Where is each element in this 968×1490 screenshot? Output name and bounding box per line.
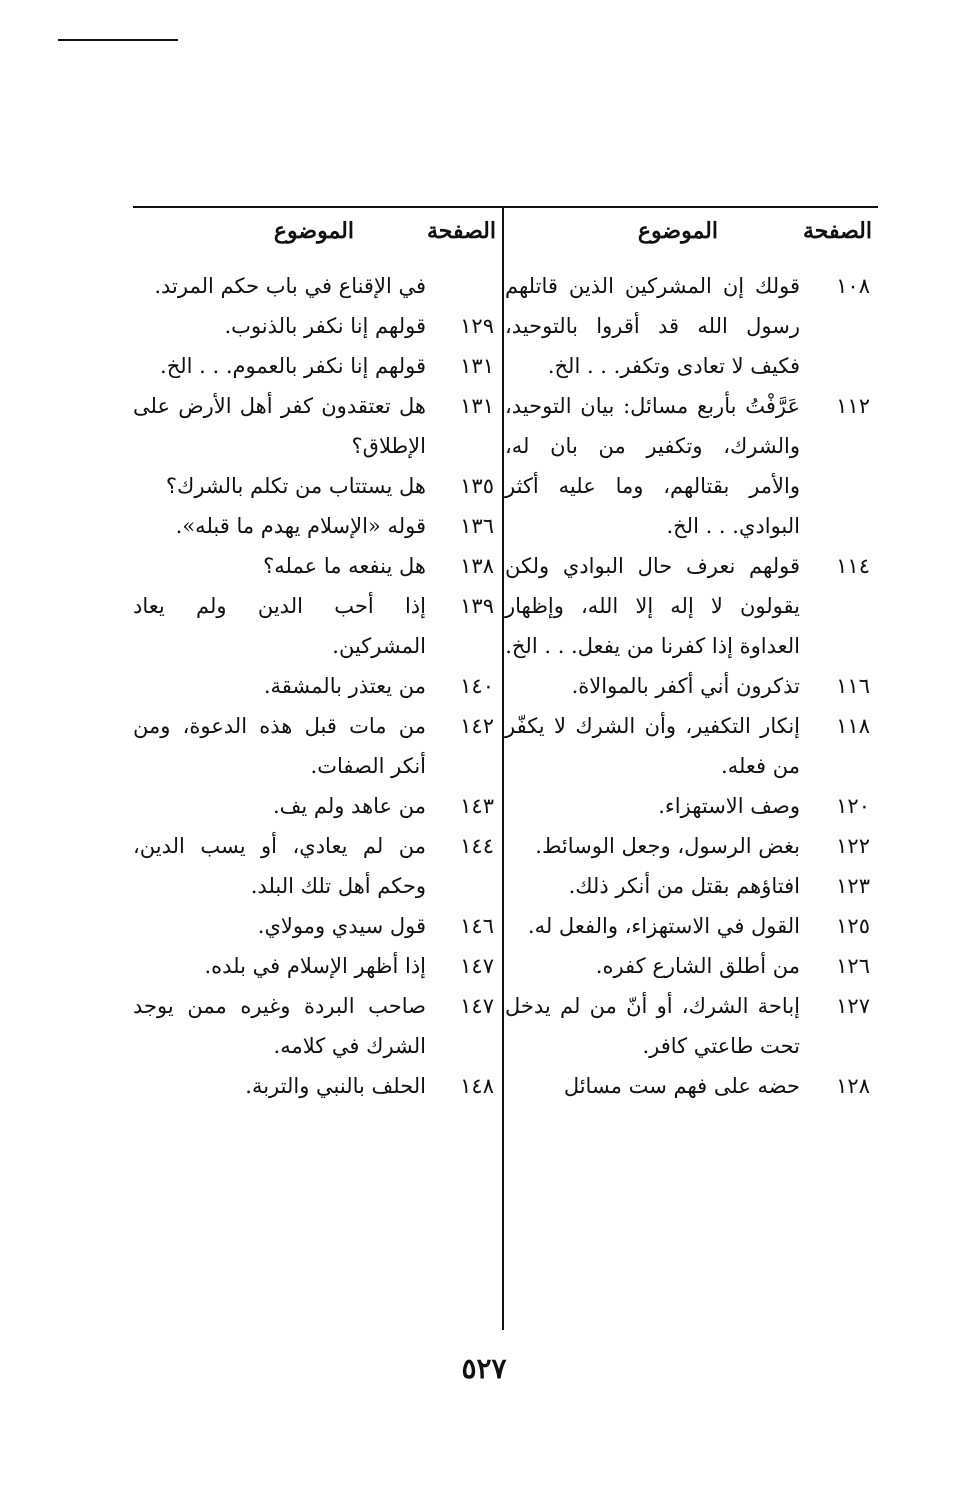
entry-page-number: ١٢٥ <box>836 914 870 938</box>
index-entry <box>505 546 878 666</box>
entry-topic: قول سيدي ومولاي. <box>257 914 426 938</box>
index-entry <box>133 546 502 586</box>
index-entry <box>133 506 502 546</box>
entry-topic: من يعتذر بالمشقة. <box>263 674 426 698</box>
entry-page-number: ١٣١ <box>460 354 494 378</box>
entry-page-number: ١١٤ <box>836 554 870 578</box>
entry-topic: إذا أظهر الإسلام في بلده. <box>204 954 426 978</box>
entry-topic: هل تعتقدون كفر أهل الأرض على الإطلاق؟ <box>133 394 426 458</box>
entry-topic: إباحة الشرك، أو أنّ من لم يدخل تحت طاعتي كافر. <box>505 994 800 1058</box>
index-entry <box>505 986 878 1066</box>
entry-page-number: ١٤٧ <box>460 954 494 978</box>
entry-topic: بغض الرسول، وجعل الوسائط. <box>535 834 800 858</box>
index-entry <box>505 386 878 546</box>
column-divider <box>502 206 504 1330</box>
index-entry <box>505 266 878 386</box>
right-column-header <box>505 214 878 260</box>
index-entry <box>505 826 878 866</box>
entry-page-number: ١٢٢ <box>836 834 870 858</box>
entry-page-number: ١٢٧ <box>836 994 870 1018</box>
entry-page-number: ١٤٢ <box>460 714 494 738</box>
entry-page-number: ١٢٣ <box>836 874 870 898</box>
entry-page-number: ١٣٦ <box>460 514 494 538</box>
index-entry <box>505 706 878 786</box>
index-entry <box>133 946 502 986</box>
index-entry <box>133 466 502 506</box>
left-column <box>133 206 502 1330</box>
right-entries <box>505 266 878 1106</box>
entry-topic: قوله «الإسلام يهدم ما قبله». <box>175 514 426 538</box>
entry-topic: هل ينفعه ما عمله؟ <box>263 554 426 578</box>
entry-page-number: ١٢٦ <box>836 954 870 978</box>
entry-page-number: ١٣١ <box>460 394 494 418</box>
entry-page-number: ١٠٨ <box>836 274 870 298</box>
entry-page-number: ١٤٦ <box>460 914 494 938</box>
entry-topic: افتاؤهم بقتل من أنكر ذلك. <box>568 874 800 898</box>
index-entry <box>505 1066 878 1106</box>
index-entry <box>133 386 502 466</box>
entry-topic: قولهم إنا نكفر بالعموم. . . الخ. <box>160 354 426 378</box>
entry-topic: عَرَّفْتُ بأربع مسائل: بيان التوحيد، والشرك، وتكفير من بان له، والأمر بقتالهم، وما عليه أكثر البوادي. . . الخ. <box>505 394 800 538</box>
index-table <box>133 206 878 1330</box>
entry-topic: من لم يعادي، أو يسب الدين، وحكم أهل تلك البلد. <box>133 834 426 898</box>
index-entry <box>133 346 502 386</box>
entry-topic: إنكار التكفير، وأن الشرك لا يكفّر من فعله. <box>505 714 800 778</box>
index-entry <box>133 666 502 706</box>
index-entry <box>133 266 502 306</box>
page-header: الصفحة <box>802 218 872 244</box>
entry-page-number: ١١٨ <box>836 714 870 738</box>
index-entry <box>505 866 878 906</box>
entry-page-number: ١٣٨ <box>460 554 494 578</box>
entry-page-number: ١١٦ <box>836 674 870 698</box>
entry-topic: وصف الاستهزاء. <box>658 794 800 818</box>
top-rule <box>58 39 178 41</box>
left-column-header <box>133 214 502 260</box>
entry-topic: قولهم نعرف حال البوادي ولكن يقولون لا إله إلا الله، وإظهار العداوة إذا كفرنا من يفعل. . . الخ. <box>505 554 800 658</box>
entry-page-number: ١٤٠ <box>460 674 494 698</box>
entry-topic: تذكرون أني أكفر بالموالاة. <box>571 674 800 698</box>
index-entry <box>505 666 878 706</box>
right-column <box>505 206 878 1330</box>
entry-page-number: ١٤٨ <box>460 1074 494 1098</box>
entry-topic: القول في الاستهزاء، والفعل له. <box>527 914 800 938</box>
entry-page-number: ١٣٥ <box>460 474 494 498</box>
entry-topic: هل يستتاب من تكلم بالشرك؟ <box>165 474 426 498</box>
entry-topic: من عاهد ولم يف. <box>272 794 426 818</box>
index-entry <box>133 306 502 346</box>
entry-page-number: ١٤٤ <box>460 834 494 858</box>
index-entry <box>133 1066 502 1106</box>
index-entry <box>133 586 502 666</box>
entry-page-number: ١٢٨ <box>836 1074 870 1098</box>
entry-page-number: ١٤٧ <box>460 994 494 1018</box>
page-header: الصفحة <box>426 218 496 244</box>
index-entry <box>133 986 502 1066</box>
topic-header: الموضوع <box>273 218 354 244</box>
index-entry <box>505 786 878 826</box>
entry-topic: من مات قبل هذه الدعوة، ومن أنكر الصفات. <box>133 714 426 778</box>
page-number: ٥٢٧ <box>461 1352 507 1385</box>
entry-page-number: ١٢٠ <box>836 794 870 818</box>
index-entry <box>133 706 502 786</box>
index-entry <box>133 826 502 906</box>
entry-page-number: ١٤٣ <box>460 794 494 818</box>
entry-topic: إذا أحب الدين ولم يعاد المشركين. <box>133 594 426 658</box>
entry-page-number: ١١٢ <box>836 394 870 418</box>
entry-topic: الحلف بالنبي والتربة. <box>245 1074 426 1098</box>
entry-topic: في الإقناع في باب حكم المرتد. <box>154 274 426 298</box>
entry-page-number: ١٢٩ <box>460 314 494 338</box>
entry-page-number: ١٣٩ <box>460 594 494 618</box>
index-entry <box>133 786 502 826</box>
entry-topic: قولك إن المشركين الذين قاتلهم رسول الله قد أقروا بالتوحيد، فكيف لا تعادى وتكفر. . . الخ. <box>505 274 800 378</box>
entry-topic: من أطلق الشارع كفره. <box>595 954 800 978</box>
entry-topic: حضه على فهم ست مسائل <box>563 1074 800 1098</box>
entry-topic: قولهم إنا نكفر بالذنوب. <box>224 314 426 338</box>
topic-header: الموضوع <box>637 218 718 244</box>
left-entries <box>133 266 502 1106</box>
index-entry <box>133 906 502 946</box>
index-entry <box>505 946 878 986</box>
index-entry <box>505 906 878 946</box>
entry-topic: صاحب البردة وغيره ممن يوجد الشرك في كلامه. <box>133 994 426 1058</box>
